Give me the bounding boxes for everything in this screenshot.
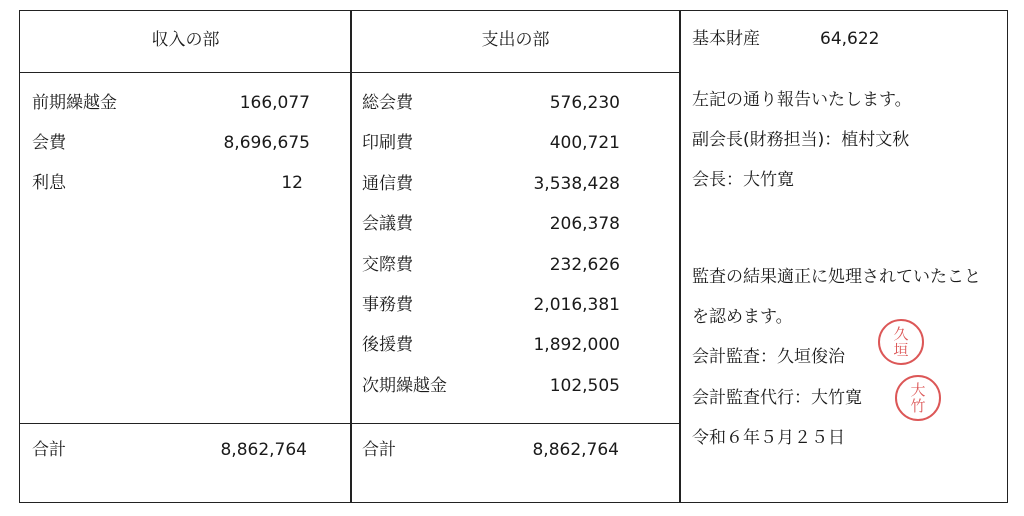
- expense-row-label: 事務費: [362, 295, 413, 315]
- auditor-deputy: 会計監査代行：大竹寛: [692, 388, 862, 408]
- expense-row-label: 総会費: [362, 93, 413, 113]
- expense-row-value: 206,378: [549, 214, 620, 234]
- income-panel: [19, 10, 352, 503]
- expense-row-value: 1,892,000: [533, 335, 620, 355]
- expense-total-label: 合計: [362, 440, 396, 460]
- expense-row-value: 400,721: [549, 133, 620, 153]
- income-total-divider: [19, 423, 352, 424]
- expense-row-label: 通信費: [362, 174, 413, 194]
- income-header: 収入の部: [151, 30, 220, 50]
- report-date: 令和６年５月２５日: [692, 428, 845, 448]
- expense-row-value: 3,538,428: [533, 174, 620, 194]
- expense-row-label: 会議費: [362, 214, 413, 234]
- income-total-label: 合計: [32, 440, 66, 460]
- expense-row-label: 印刷費: [362, 133, 413, 153]
- expense-row-label: 後援費: [362, 335, 413, 355]
- expense-row-label: 交際費: [362, 255, 413, 275]
- expense-header: 支出の部: [481, 30, 550, 50]
- report-line: 左記の通り報告いたします。: [692, 90, 912, 110]
- expense-row-value: 2,016,381: [533, 295, 620, 315]
- income-row-label: 前期繰越金: [32, 93, 117, 113]
- expense-row-value: 232,626: [549, 255, 620, 275]
- expense-total-value: 8,862,764: [532, 440, 619, 460]
- expense-total-divider: [350, 423, 681, 424]
- deputy-seal: 大 竹: [895, 375, 941, 421]
- fund-label: 基本財産: [692, 29, 760, 49]
- fund-value: 64,622: [820, 29, 880, 49]
- vice-president: 副会長(財務担当)：植村文秋: [692, 130, 910, 150]
- auditor-seal: 久 垣: [878, 319, 924, 365]
- income-row-value: 8,696,675: [223, 133, 310, 153]
- income-header-divider: [19, 72, 352, 73]
- auditor: 会計監査：久垣俊治: [692, 347, 845, 367]
- income-row-label: 利息: [32, 173, 66, 193]
- expense-row-value: 102,505: [549, 376, 620, 396]
- audit-statement-line1: 監査の結果適正に処理されていたこと: [692, 267, 981, 287]
- audit-statement-line2: を認めます。: [692, 307, 793, 327]
- income-total-value: 8,862,764: [220, 440, 307, 460]
- income-row-label: 会費: [32, 133, 66, 153]
- expense-header-divider: [350, 72, 681, 73]
- income-row-value: 12: [281, 173, 303, 193]
- expense-row-value: 576,230: [549, 93, 620, 113]
- expense-row-label: 次期繰越金: [362, 376, 447, 396]
- income-row-value: 166,077: [239, 93, 310, 113]
- president: 会長：大竹寛: [692, 170, 794, 190]
